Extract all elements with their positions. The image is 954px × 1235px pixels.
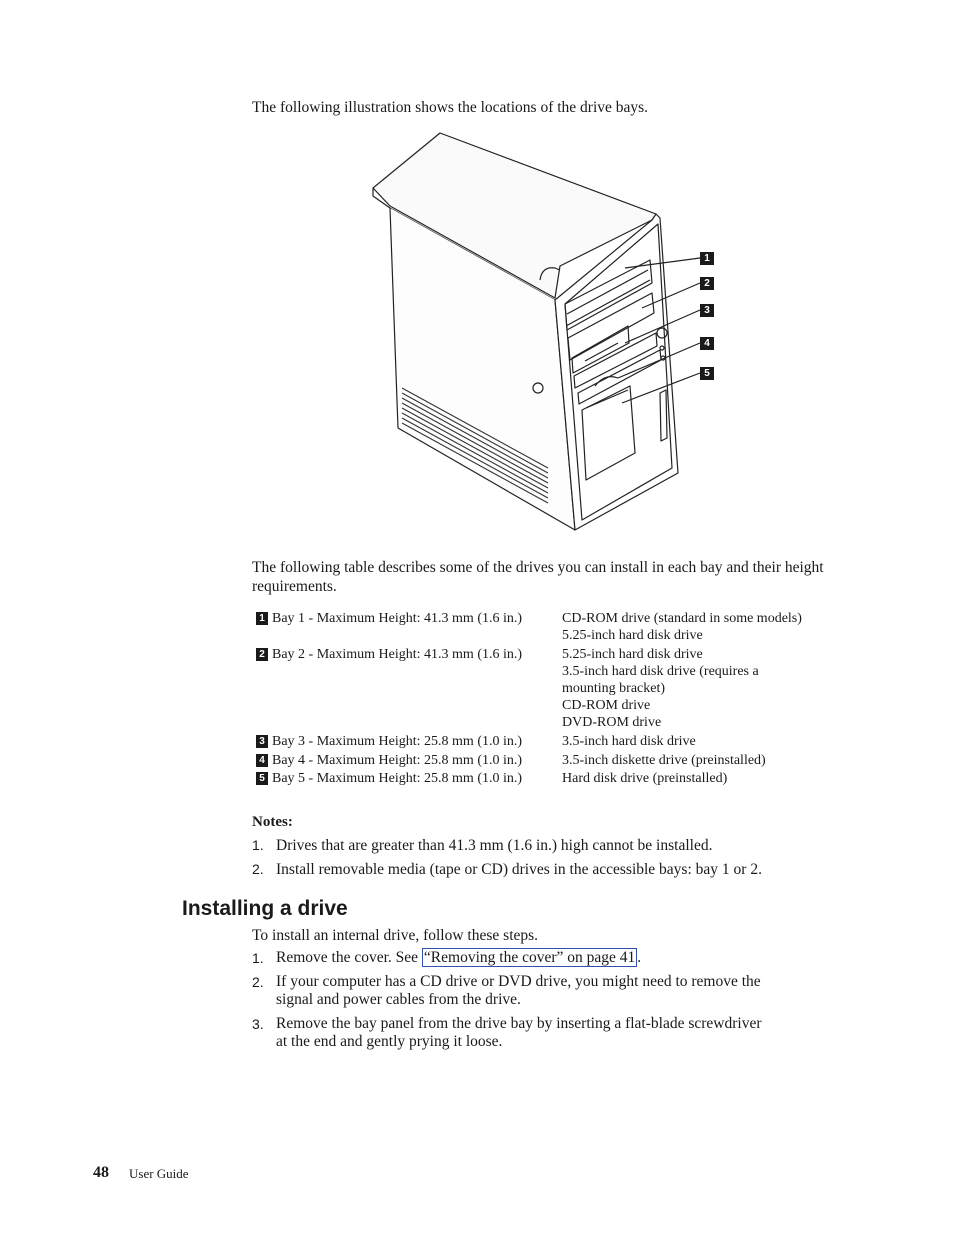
section-intro: To install an internal drive, follow these steps.: [252, 927, 539, 944]
drive-bays-illustration: [360, 128, 720, 538]
step-number: 3.: [252, 1016, 264, 1032]
bay-4-badge: 4: [256, 754, 268, 767]
bay-2-drive: 3.5-inch hard disk drive (requires a: [562, 664, 759, 679]
callout-1: 1: [700, 252, 714, 265]
step-number: 2.: [252, 974, 264, 990]
bay-3-label: 3 Bay 3 - Maximum Height: 25.8 mm (1.0 in.): [256, 733, 522, 750]
bay-1-label: 1 Bay 1 - Maximum Height: 41.3 mm (1.6 in.): [256, 610, 522, 627]
section-heading: Installing a drive: [182, 897, 348, 920]
bay-3-drive: 3.5-inch hard disk drive: [562, 734, 696, 749]
note-text: Drives that are greater than 41.3 mm (1.6 in.) high cannot be installed.: [276, 837, 713, 854]
computer-tower-drawing: [360, 128, 720, 538]
callout-2: 2: [700, 277, 714, 290]
bay-4-drive: 3.5-inch diskette drive (preinstalled): [562, 753, 766, 768]
callout-5: 5: [700, 367, 714, 380]
table-intro: The following table describes some of the drives you can install in each bay and their height requirements.: [252, 559, 824, 595]
bay-2-badge: 2: [256, 648, 268, 661]
intro-text: The following illustration shows the locations of the drive bays.: [252, 99, 649, 116]
bay-1-badge: 1: [256, 612, 268, 625]
page-number: 48: [93, 1164, 109, 1181]
bay-2-drive: CD-ROM drive: [562, 698, 651, 713]
callout-3: 3: [700, 304, 714, 317]
step-3-line: at the end and gently prying it loose.: [276, 1033, 503, 1050]
step-number: 1.: [252, 950, 264, 966]
note-text: Install removable media (tape or CD) drives in the accessible bays: bay 1 or 2.: [276, 861, 762, 878]
callout-4: 4: [700, 337, 714, 350]
bay-5-badge: 5: [256, 772, 268, 785]
step-1-text: Remove the cover. See “Removing the cover” on page 41 .: [276, 949, 642, 966]
bay-1-drive: CD-ROM drive (standard in some models): [562, 611, 802, 626]
step-2-line: signal and power cables from the drive.: [276, 991, 521, 1008]
note-number: 2.: [252, 861, 264, 877]
bay-2-drive: 5.25-inch hard disk drive: [562, 647, 703, 662]
bay-2-drive: mounting bracket): [562, 681, 666, 696]
bay-1-drive: 5.25-inch hard disk drive: [562, 628, 703, 643]
bay-2-label: 2 Bay 2 - Maximum Height: 41.3 mm (1.6 in.): [256, 646, 522, 663]
bay-2-drive: DVD-ROM drive: [562, 715, 662, 730]
note-number: 1.: [252, 837, 264, 853]
step-2-line: If your computer has a CD drive or DVD drive, you might need to remove the: [276, 973, 761, 990]
bay-5-label: 5 Bay 5 - Maximum Height: 25.8 mm (1.0 in.): [256, 770, 522, 787]
bay-4-label: 4 Bay 4 - Maximum Height: 25.8 mm (1.0 in.): [256, 752, 522, 769]
footer-label: User Guide: [129, 1166, 189, 1181]
step-3-line: Remove the bay panel from the drive bay by inserting a flat-blade screwdriver: [276, 1015, 762, 1032]
bay-5-drive: Hard disk drive (preinstalled): [562, 771, 728, 786]
bay-3-badge: 3: [256, 735, 268, 748]
removing-cover-link[interactable]: “Removing the cover” on page 41: [423, 949, 636, 966]
notes-title: Notes:: [252, 814, 293, 830]
